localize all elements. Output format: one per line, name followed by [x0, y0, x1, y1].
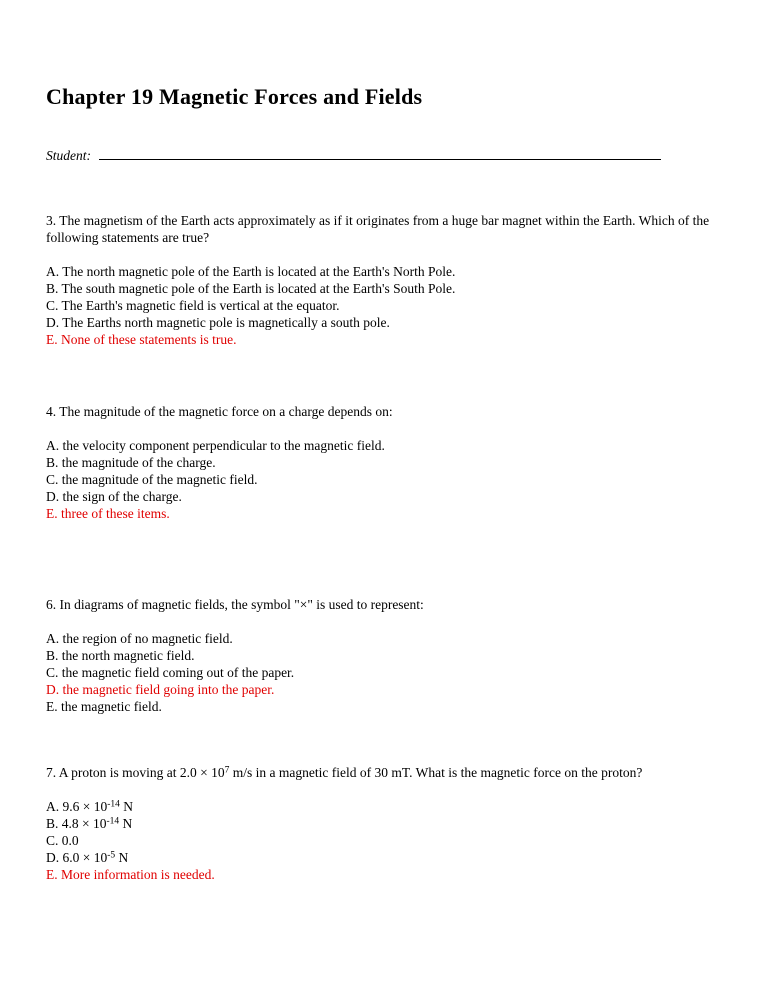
- question-6-option-c: C. the magnetic field coming out of the paper.: [46, 665, 295, 680]
- question-3-option-c: C. The Earth's magnetic field is vertical at the equator.: [46, 298, 340, 313]
- question-7-stem: 7. A proton is moving at $2.0 \times 10^7$ m/s in a magnetic field of 30 mT. What is the magnetic force on the proton?: [46, 765, 643, 780]
- question-3-option-d: D. The Earths north magnetic pole is magnetically a south pole.: [46, 315, 390, 330]
- question-7: [46, 764, 726, 883]
- exponent: -14: [107, 799, 120, 810]
- student-underline: [99, 149, 661, 160]
- question-4-option-a: A. the velocity component perpendicular to the magnetic field.: [46, 438, 385, 453]
- question-6-options: [46, 630, 726, 715]
- question-6: [46, 596, 726, 715]
- question-3-stem: 3. The magnetism of the Earth acts approximately as if it originates from a huge bar magnet within the Earth. Which of the following statements are true?: [46, 213, 710, 245]
- exponent: -14: [106, 816, 120, 827]
- question-6-stem: 6. In diagrams of magnetic fields, the symbol "×" is used to represent:: [46, 597, 424, 612]
- question-3-option-e: E. None of these statements is true.: [46, 332, 237, 347]
- question-4-option-e: E. three of these items.: [46, 506, 170, 521]
- exponent: 7: [224, 765, 230, 776]
- student-label: Student:: [46, 148, 91, 163]
- question-3-options: [46, 263, 726, 348]
- exponent: -5: [107, 850, 116, 861]
- question-6-option-a: A. the region of no magnetic field.: [46, 631, 233, 646]
- page-title: Chapter 19 Magnetic Forces and Fields: [46, 84, 423, 109]
- question-7-option-b: B. $4.8 \times 10^{-14}$ N: [46, 816, 133, 831]
- question-4: [46, 403, 726, 522]
- question-3: [46, 212, 726, 348]
- question-4-option-d: D. the sign of the charge.: [46, 489, 182, 504]
- question-4-options: [46, 437, 726, 522]
- question-6-option-b: B. the north magnetic field.: [46, 648, 195, 663]
- question-4-option-b: B. the magnitude of the charge.: [46, 455, 216, 470]
- question-4-option-c: C. the magnitude of the magnetic field.: [46, 472, 258, 487]
- question-7-option-e: E. More information is needed.: [46, 867, 215, 882]
- question-7-options: [46, 798, 726, 883]
- question-3-option-b: B. The south magnetic pole of the Earth is located at the Earth's South Pole.: [46, 281, 456, 296]
- question-7-option-c: C. 0.0: [46, 833, 79, 848]
- question-7-option-a: A. $9.6 \times 10^{-14}$ N: [46, 799, 134, 814]
- question-4-stem: 4. The magnitude of the magnetic force on a charge depends on:: [46, 404, 393, 419]
- question-3-option-a: A. The north magnetic pole of the Earth is located at the Earth's North Pole.: [46, 264, 456, 279]
- question-6-option-e: E. the magnetic field.: [46, 699, 162, 714]
- question-6-option-d: D. the magnetic field going into the paper.: [46, 682, 275, 697]
- question-7-option-d: D. $6.0 \times 10^{-5}$ N: [46, 850, 129, 865]
- student-line: [46, 148, 726, 164]
